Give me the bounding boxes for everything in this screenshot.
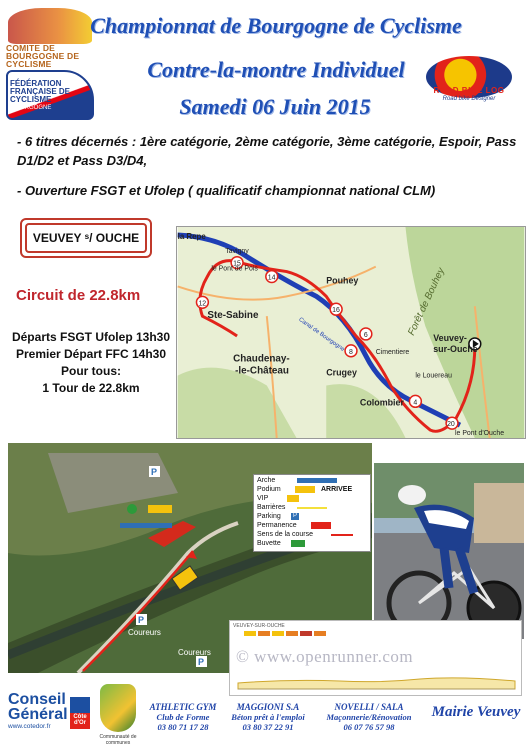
km-marker-label: 6: [363, 331, 368, 339]
profile-header: VEUVEY-SUR-OUCHE: [233, 623, 285, 629]
km-marker-label: 12: [198, 300, 207, 308]
sponsor-desc: Béton prêt à l'emploi: [231, 712, 305, 722]
parking-icon: P: [292, 513, 297, 519]
sponsor-desc: Club de Forme: [156, 712, 210, 722]
map-legend: [253, 474, 371, 552]
map-label-ste-sabine: Ste-Sabine: [207, 310, 259, 322]
comite-bourgogne-logo: [4, 6, 96, 68]
legend-item-podium: [257, 486, 369, 494]
map-label-colombier: Colombier: [359, 397, 404, 408]
arrow-left-icon: [331, 534, 353, 536]
sponsor-phone: 06 07 76 57 98: [343, 722, 395, 732]
sponsor-novelli-sala: [316, 702, 422, 732]
mairie-veuvey: Mairie Veuvey: [431, 704, 521, 720]
map-label-veuvey: Veuvey-: [433, 332, 467, 343]
map-label-pouhey: Pouhey: [326, 275, 359, 286]
roadbike-logo-text: ROAD BIKE LOG: [433, 86, 505, 95]
km-marker-label: 8: [349, 348, 353, 356]
parking-label: P: [151, 467, 158, 477]
ffc-logo-sub: BO URGOGNE: [10, 105, 52, 111]
legend-swatch: [297, 507, 327, 509]
map-label-crugey: Crugey: [326, 367, 357, 378]
sponsor-phone: 03 80 37 22 91: [242, 722, 294, 732]
cote-dor-text: Côte d'Or: [73, 714, 87, 726]
openrunner-watermark: © www.openrunner.com: [236, 647, 414, 666]
sponsor-name: MAGGIONI S.A: [236, 702, 300, 712]
map-label-foret: Forêt de Bouhey: [406, 266, 448, 338]
conseil-url: www.cotedor.fr: [8, 723, 51, 730]
route-map-svg: [177, 227, 525, 438]
map-label-le-chateau: -le-Château: [235, 365, 289, 377]
conseil-text-1: Conseil: [8, 691, 66, 708]
town-road-sign: [20, 218, 152, 258]
conseil-general-logo: [8, 692, 72, 742]
km-marker-label: 14: [267, 274, 276, 282]
rider-leg: [444, 548, 449, 588]
sponsor-name: NOVELLI / SALA: [334, 702, 404, 712]
map-label-canal: Canal de Bourgogne: [297, 316, 346, 354]
sponsor-desc: Maçonnerie/Rénovation: [326, 712, 412, 722]
km-marker-label: 4: [413, 399, 418, 407]
map-label-pont-douche: le Pont d'Ouche: [455, 430, 505, 438]
departs-line-1: Départs FSGT Ufolep 13h30: [11, 330, 171, 344]
legend-item-sens: [257, 531, 369, 539]
km-marker-label: 16: [332, 307, 340, 315]
legend-label: Barrières: [257, 504, 286, 511]
sponsor-name: ATHLETIC GYM: [149, 702, 217, 712]
departs-line-2: Premier Départ FFC 14h30: [15, 347, 167, 361]
event-subtitle: Contre-la-montre Individuel: [147, 57, 405, 82]
legend-label: Arche: [257, 477, 276, 484]
legend-item-buvette: [257, 540, 369, 548]
ffc-logo: [4, 70, 96, 126]
map-label-chaudenay: Chaudenay-: [233, 353, 290, 365]
titles-awarded-text: - 6 titres décernés : 1ère catégorie, 2ème catégorie, 3ème catégorie, Espoir, Pass D1/D2 et Pass D3/D4,: [17, 134, 517, 168]
map-label-sur-ouche: sur-Ouche: [433, 343, 478, 354]
map-label-cimentiere: Cimentiere: [375, 348, 410, 356]
comite-logo-text: COMITE DE BOURGOGNE DE CYCLISME: [6, 43, 80, 69]
legend-swatch: [297, 478, 337, 483]
departs-line-3: Pour tous:: [61, 364, 121, 378]
legend-label: Buvette: [257, 540, 281, 547]
communaute-text: Communauté de communes: [99, 734, 137, 746]
legend-swatch: [287, 495, 299, 502]
departs-info: [8, 329, 174, 397]
coureurs-label: Coureurs: [178, 648, 211, 657]
map-label-louereau: le Louereau: [415, 372, 452, 380]
buvette-marker: [127, 504, 137, 514]
legend-item-barrieres: [257, 504, 369, 512]
legend-label: Permanence: [257, 522, 297, 529]
legend-swatch: [311, 522, 331, 529]
rider-helmet: [398, 485, 426, 505]
sponsor-phone: 03 80 71 17 28: [157, 722, 209, 732]
ouverture-text: - Ouverture FSGT et Ufolep ( qualificatif championnat national CLM): [17, 183, 436, 198]
map-label-la-repe: la Repe: [177, 231, 206, 241]
legend-swatch: [291, 540, 305, 547]
legend-item-vip: [257, 495, 369, 503]
profile-area: [238, 678, 515, 689]
legend-label: Podium: [257, 486, 281, 493]
cyclist-photo: [374, 463, 524, 639]
legend-extra: ARRIVEE: [321, 486, 353, 493]
conseil-text-2: Général: [8, 706, 68, 723]
km-marker-label: 15: [233, 260, 241, 268]
legend-item-parking: [257, 513, 369, 521]
event-title: Championnat de Bourgogne de Cyclisme: [90, 13, 462, 38]
map-label-tavigny: Tavigny: [225, 247, 249, 255]
legend-item-arche: [257, 477, 369, 485]
communaute-communes-logo: [94, 684, 142, 746]
sponsor-athletic-gym: [146, 702, 220, 732]
legend-label: Parking: [257, 513, 281, 520]
town-sign-text: VEUVEY ˢ/ OUCHE: [25, 223, 147, 253]
map-label-pont-de-pois: le Pont de Pois: [211, 265, 258, 273]
ffc-logo-text: FÉDÉRATION FRANÇAISE DE CYCLISME: [10, 79, 71, 104]
communaute-emblem-icon: [100, 684, 136, 732]
coureurs-label: Coureurs: [128, 628, 161, 637]
legend-item-permanence: [257, 522, 369, 530]
legend-label: VIP: [257, 495, 269, 502]
departs-line-4: 1 Tour de 22.8km: [42, 381, 140, 395]
legend-label: Sens de la course: [257, 531, 314, 538]
arche-marker: [120, 523, 172, 528]
cyclists-graphic-icon: [8, 8, 92, 44]
parking-label: P: [198, 657, 205, 667]
sponsor-maggioni: [222, 702, 314, 732]
cyclist-photo-svg: [374, 463, 524, 639]
km-marker-label: 20: [447, 421, 455, 429]
circuit-title: Circuit de 22.8km: [16, 287, 141, 304]
legend-swatch: [295, 486, 315, 493]
roadbike-logo-sub: Road bike Designer: [442, 96, 496, 102]
parking-label: P: [138, 615, 145, 625]
podium-marker: [148, 505, 172, 513]
event-date: Samedi 06 Juin 2015: [179, 94, 371, 119]
route-map: [176, 226, 526, 439]
